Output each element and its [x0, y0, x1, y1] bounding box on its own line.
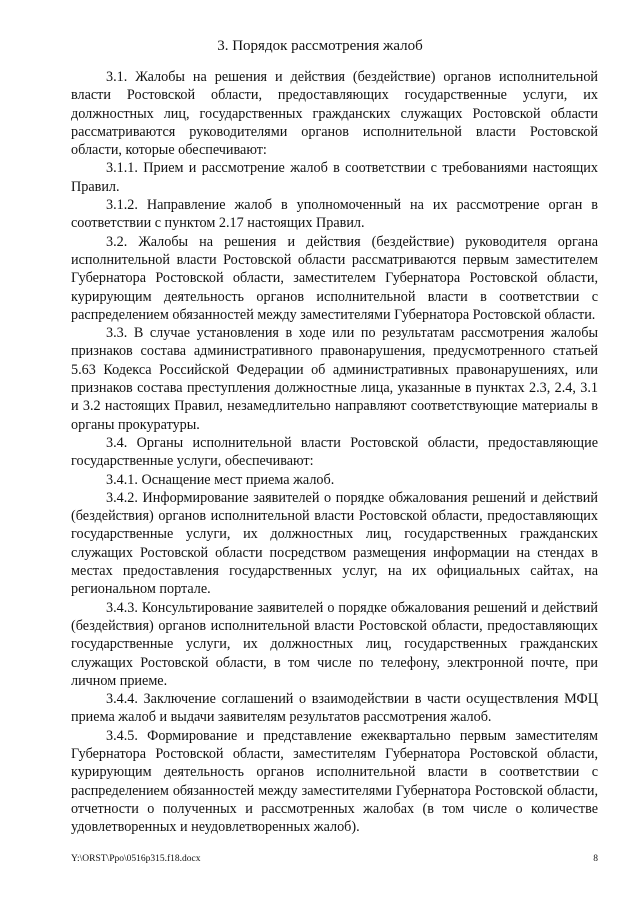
paragraph-3-4-4: 3.4.4. Заключение соглашений о взаимодействии в части осуществления МФЦ приема жалоб и выдачи заявителям результатов рассмотрения жалоб. [71, 691, 598, 726]
paragraph-3-4-2: 3.4.2. Информирование заявителей о порядке обжалования решений и действий (бездействия) органов исполнительной власти Ростовской области, предоставляющих государственные услуги, их должностных лиц, государственных гражданских служащих Ростовской области посредством размещения информации на стендах в местах предоставления государственных услуг, на их официальных сайтах, на региональном портале. [71, 489, 598, 598]
paragraph-3-2: 3.2. Жалобы на решения и действия (бездействие) руководителя органа исполнительной власти Ростовской области рассматриваются первым заместителем Губернатора Ростовской области, заместителем Губернатора Ростовской области, курирующим деятельность органов исполнительной власти в соответствии с распределением обязанностей между заместителями Губернатора Ростовской области. [71, 233, 598, 323]
paragraph-3-1-1: 3.1.1. Прием и рассмотрение жалоб в соответствии с требованиями настоящих Правил. [71, 160, 598, 195]
document-body [71, 68, 598, 836]
paragraph-3-4-5: 3.4.5. Формирование и представление ежеквартально первым заместителям Губернатора Ростовской области, заместителям Губернатора Ростовской области, курирующим деятельность органов исполнительной власти в соответствии с распределением обязанностей между заместителями Губернатора Ростовской области, отчетности о полученных и рассмотренных жалобах (в том числе о количестве удовлетворенных и неудовлетворенных жалоб). [71, 727, 598, 836]
paragraph-3-1-2: 3.1.2. Направление жалоб в уполномоченный на их рассмотрение орган в соответствии с пунктом 2.17 настоящих Правил. [71, 197, 598, 232]
paragraph-3-1: 3.1. Жалобы на решения и действия (бездействие) органов исполнительной власти Ростовской области, предоставляющих государственные услуги, их должностных лиц, государственных гражданских служащих Ростовской области рассматриваются руководителями органов исполнительной власти Ростовской области, которые обеспечивают: [71, 69, 598, 159]
paragraph-3-3: 3.3. В случае установления в ходе или по результатам рассмотрения жалобы признаков состава административного правонарушения, предусмотренного статьей 5.63 Кодекса Российской Федерации об административных правонарушениях, или признаков состава преступления должностные лица, указанные в пунктах 2.3, 2.4, 3.1 и 3.2 настоящих Правил, незамедлительно направляют соответствующие материалы в органы прокуратуры. [71, 325, 598, 433]
paragraph-3-4-1: 3.4.1. Оснащение мест приема жалоб. [106, 471, 335, 488]
paragraph-3-4-3: 3.4.3. Консультирование заявителей о порядке обжалования решений и действий (бездействия) органов исполнительной власти Ростовской области, предоставляющих государственные услуги, их должностных лиц, государственных гражданских служащих Ростовской области, в том числе по телефону, электронной почте, при личном приеме. [71, 599, 598, 689]
footer-page-number: 8 [593, 854, 598, 864]
paragraph-3-4: 3.4. Органы исполнительной власти Ростовской области, предоставляющие государственные услуги, обеспечивают: [71, 434, 598, 470]
section-title: 3. Порядок рассмотрения жалоб [217, 38, 423, 54]
footer-file-path: Y:\ORST\Ppo\0516p315.f18.docx [71, 854, 201, 864]
